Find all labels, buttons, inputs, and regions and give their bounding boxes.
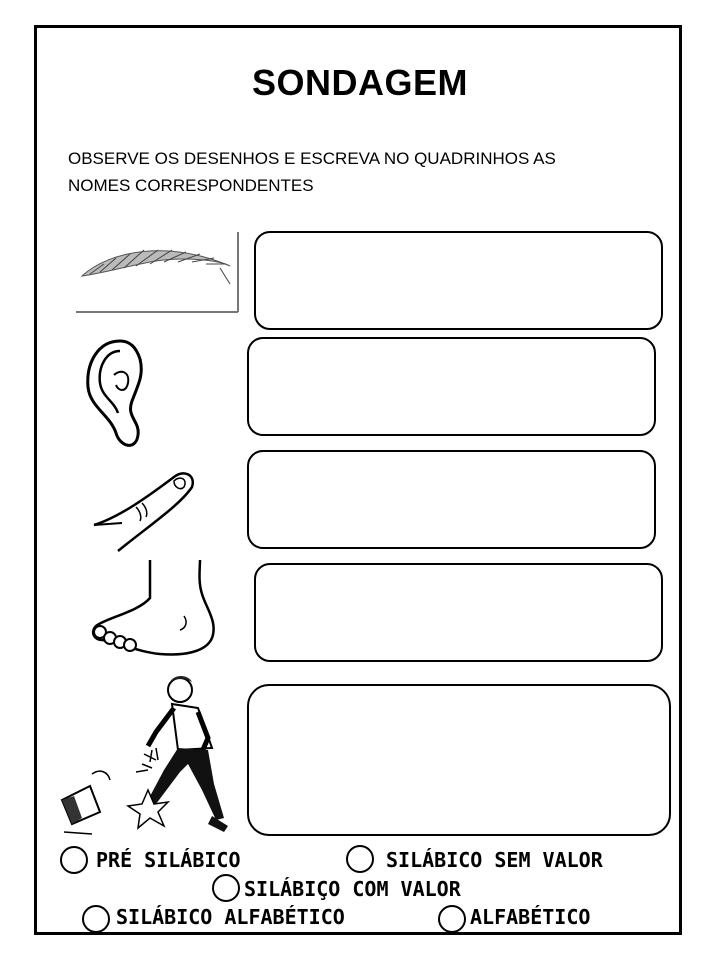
eyebrow-icon <box>70 228 242 316</box>
pre-silabico-label: PRÉ SILÁBICO <box>96 848 241 872</box>
instructions-line-2: NOMES CORRESPONDENTES <box>68 176 314 195</box>
ear-icon <box>80 335 150 455</box>
silabico-com-valor-radio[interactable] <box>212 874 240 902</box>
answer-box-2[interactable] <box>247 337 656 436</box>
instructions-line-1: OBSERVE OS DESENHOS E ESCREVA NO QUADRINHOS AS <box>68 149 556 168</box>
silabico-sem-valor-radio[interactable] <box>346 845 374 873</box>
answer-box-5[interactable] <box>247 684 671 836</box>
silabico-alfabetico-radio[interactable] <box>82 905 110 933</box>
answer-box-1[interactable] <box>254 231 663 330</box>
foot-icon <box>88 556 218 662</box>
answer-box-3[interactable] <box>247 450 656 549</box>
silabico-com-valor-label: SILÁBIÇO COM VALOR <box>244 877 461 901</box>
silabico-sem-valor-label: SILÁBICO SEM VALOR <box>386 848 603 872</box>
finger-icon <box>90 465 200 555</box>
answer-box-4[interactable] <box>254 563 663 662</box>
instructions <box>68 145 648 199</box>
man-kicking-box-icon <box>52 668 242 838</box>
alfabetico-radio[interactable] <box>438 905 466 933</box>
pre-silabico-radio[interactable] <box>60 846 88 874</box>
page-title: SONDAGEM <box>251 62 468 103</box>
silabico-alfabetico-label: SILÁBICO ALFABÉTICO <box>116 905 345 929</box>
alfabetico-label: ALFABÉTICO <box>470 905 591 929</box>
